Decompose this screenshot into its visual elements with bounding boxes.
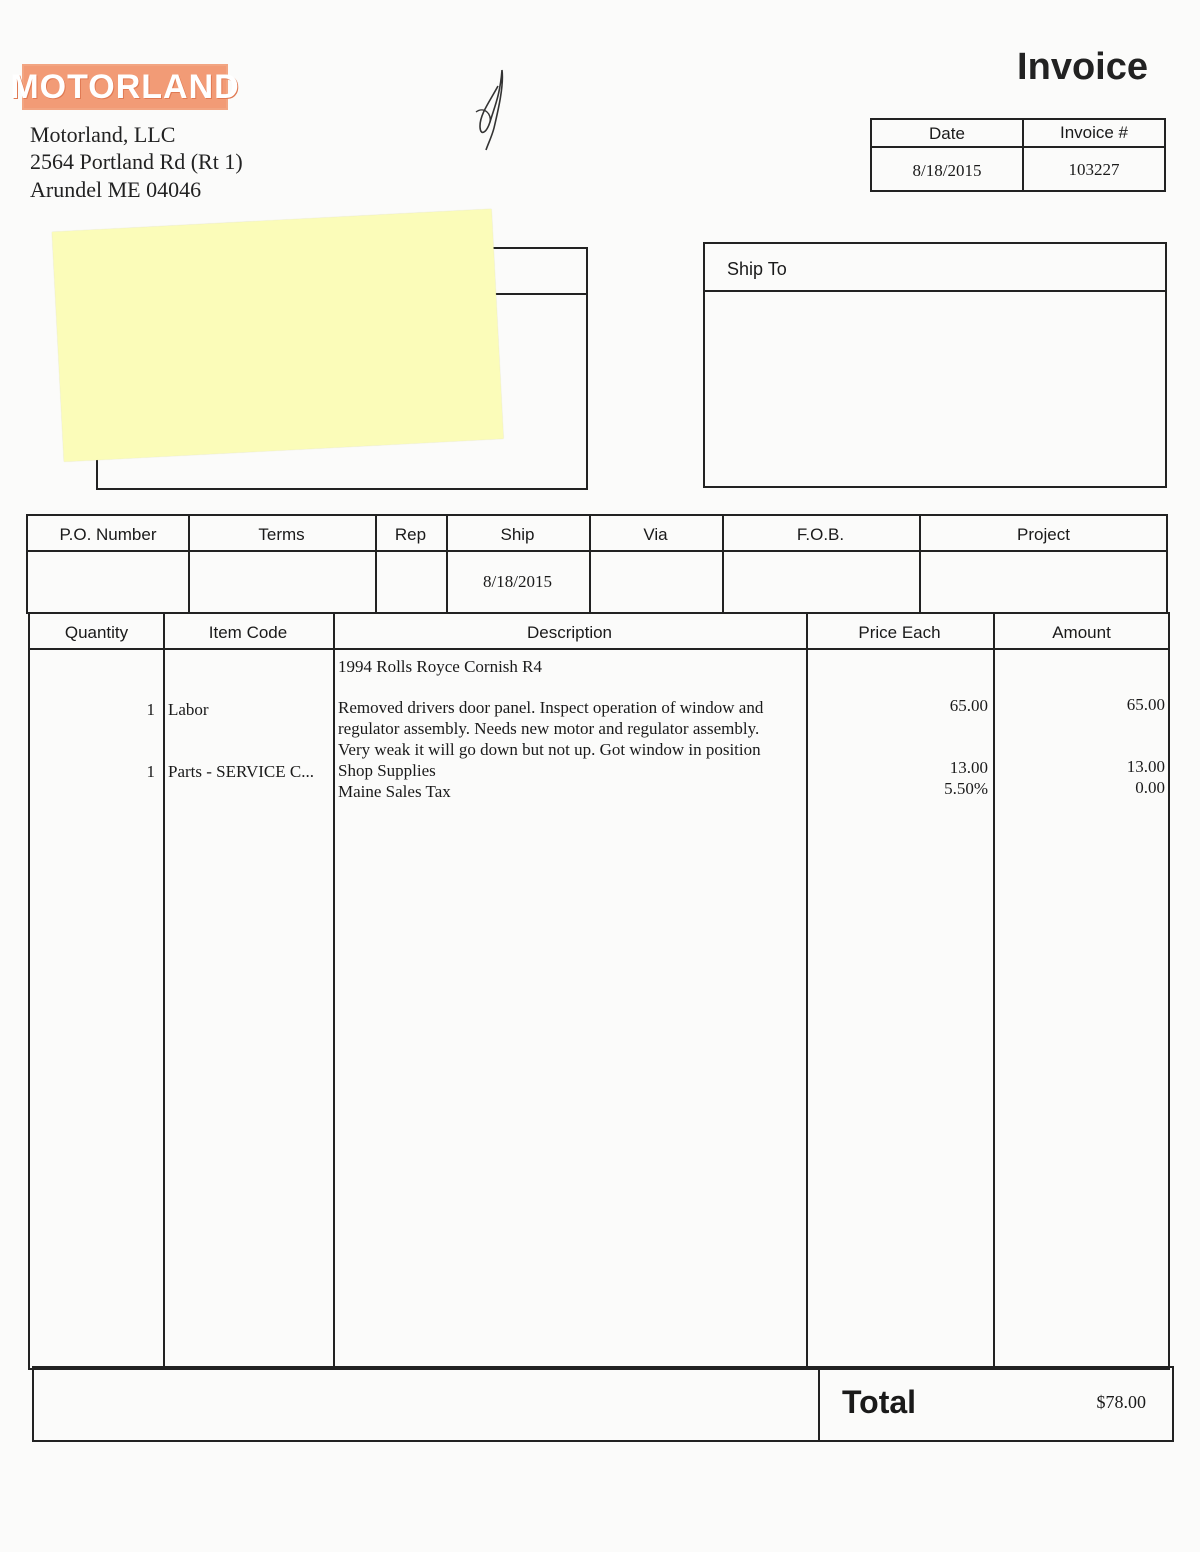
vehicle-title: 1994 Rolls Royce Cornish R4 bbox=[338, 657, 543, 676]
rep-header: Rep bbox=[394, 525, 427, 544]
total-value: $78.00 bbox=[1096, 1392, 1146, 1412]
line-items-table bbox=[28, 612, 1170, 1370]
po-number-header: P.O. Number bbox=[59, 525, 157, 544]
document-title: Invoice bbox=[1017, 46, 1148, 88]
invoice-meta-table bbox=[870, 118, 1166, 192]
item-code-header: Item Code bbox=[208, 623, 288, 642]
table-row-item-code: Labor bbox=[168, 700, 209, 719]
invoice-number: 103227 bbox=[1068, 160, 1120, 179]
company-logo: MOTORLAND bbox=[22, 64, 228, 110]
table-row-description-line: regulator assembly. Needs new motor and regulator assembly. bbox=[338, 719, 760, 738]
table-row-description-line: Shop Supplies bbox=[338, 761, 436, 780]
table-row-description-line: Maine Sales Tax bbox=[338, 782, 451, 801]
company-name: Motorland, LLC bbox=[30, 122, 176, 147]
table-row-price-each: 13.00 bbox=[949, 758, 988, 777]
total-box bbox=[32, 1366, 1174, 1442]
table-row-description-line: Removed drivers door panel. Inspect operation of window and bbox=[338, 698, 764, 717]
table-row-amount: 13.00 bbox=[1126, 757, 1165, 776]
table-row-quantity: 1 bbox=[146, 700, 155, 719]
invoice-number-header: Invoice # bbox=[1059, 123, 1129, 142]
total-label: Total bbox=[842, 1384, 917, 1420]
description-header: Description bbox=[526, 623, 613, 642]
table-row-amount: 65.00 bbox=[1126, 695, 1165, 714]
order-info-table bbox=[26, 514, 1168, 614]
company-address-line1: 2564 Portland Rd (Rt 1) bbox=[30, 149, 243, 174]
ship-date-value: 8/18/2015 bbox=[483, 572, 552, 591]
ship-to-box bbox=[703, 242, 1167, 488]
price-each-header: Price Each bbox=[858, 623, 941, 642]
invoice-date: 8/18/2015 bbox=[912, 161, 982, 180]
table-row-price-each: 5.50% bbox=[944, 779, 988, 798]
table-row-quantity: 1 bbox=[146, 762, 155, 781]
ship-to-label: Ship To bbox=[727, 259, 787, 279]
amount-header: Amount bbox=[1052, 623, 1111, 642]
sticky-note bbox=[52, 209, 503, 462]
via-header: Via bbox=[643, 525, 668, 544]
handwritten-initials bbox=[468, 56, 518, 156]
company-address-line2: Arundel ME 04046 bbox=[30, 177, 202, 202]
ship-header: Ship bbox=[500, 525, 535, 544]
date-header: Date bbox=[929, 124, 965, 143]
table-row-description-line: Very weak it will go down but not up. Got window in position bbox=[338, 740, 761, 759]
fob-header: F.O.B. bbox=[796, 525, 845, 544]
terms-header: Terms bbox=[258, 525, 305, 544]
quantity-header: Quantity bbox=[64, 623, 129, 642]
project-header: Project bbox=[1017, 525, 1070, 544]
table-row-amount: 0.00 bbox=[1135, 778, 1165, 797]
table-row-item-code: Parts - SERVICE C... bbox=[168, 762, 314, 781]
table-row-price-each: 65.00 bbox=[949, 696, 988, 715]
